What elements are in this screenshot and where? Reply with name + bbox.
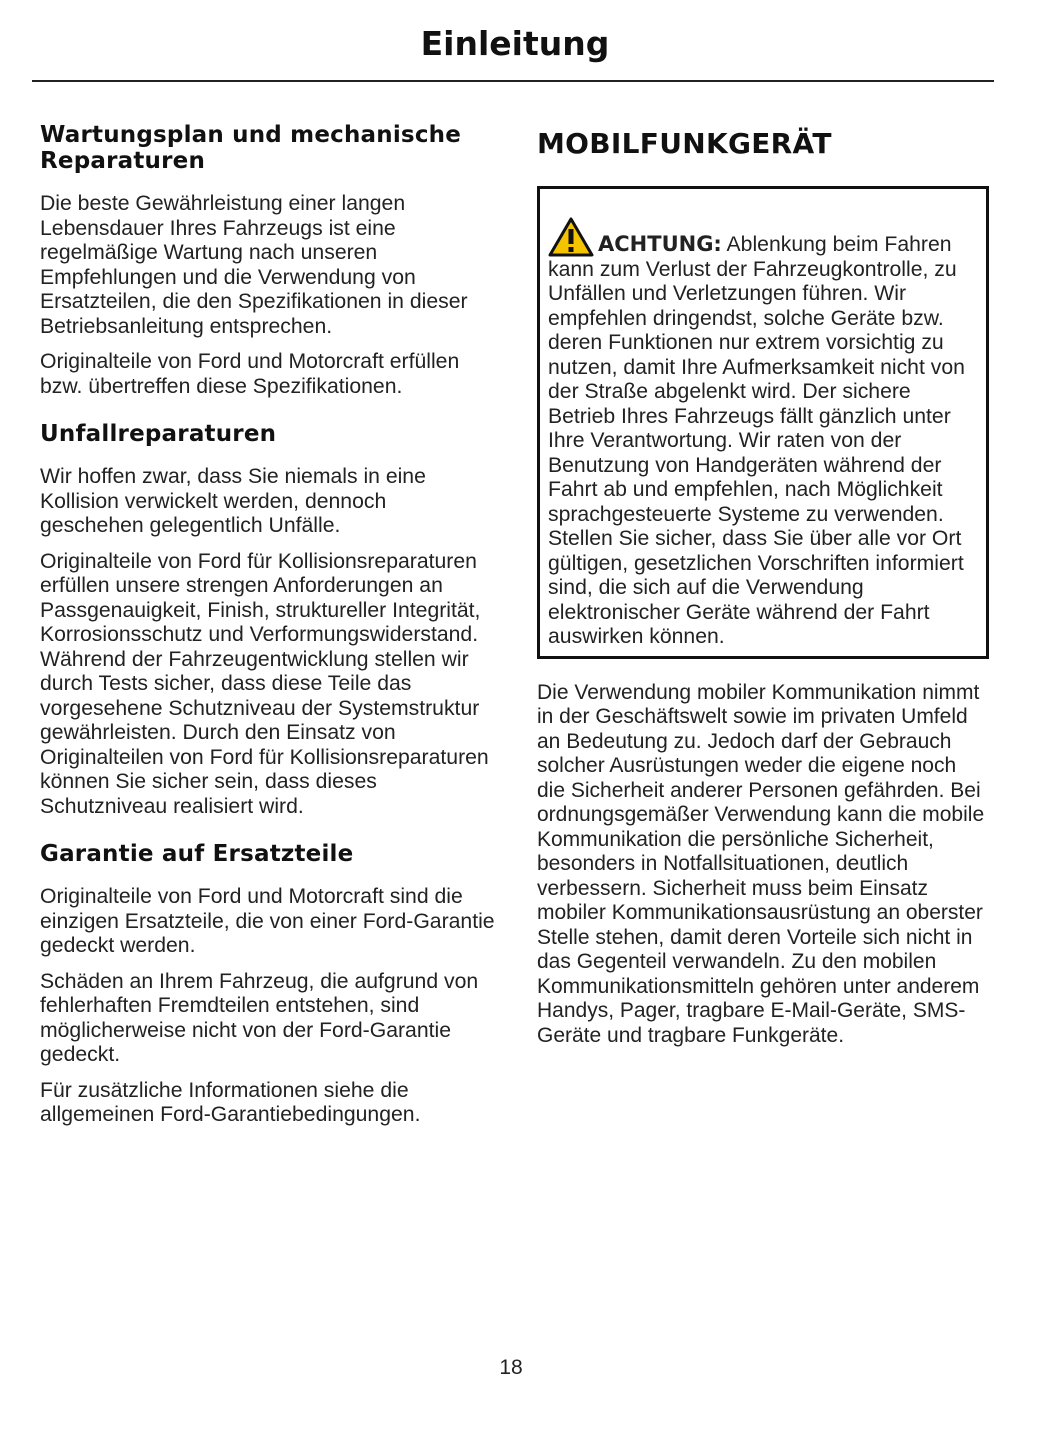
paragraph: Schäden an Ihrem Fahrzeug, die aufgrund von fehlerhaften Fremdteilen entstehen, sind möglicherweise nicht von der Ford-Garantie gedeckt. (40, 969, 479, 1066)
paragraph: Originalteile von Ford und Motorcraft sind die einzigen Ersatzteile, die von einer Ford-Garantie gedeckt werden. (40, 885, 495, 957)
paragraph: Originalteile von Ford und Motorcraft erfüllen bzw. übertreffen diese Spezifikationen. (40, 350, 460, 398)
right-column (537, 122, 987, 1059)
title-divider (32, 80, 994, 82)
section-heading-accident-repairs: Unfallreparaturen (40, 421, 277, 447)
warning-text (548, 217, 978, 650)
section-heading-mobile-device: MOBILFUNKGERÄT (537, 127, 832, 160)
left-column (40, 122, 495, 1139)
section-heading-maintenance: Wartungsplan und mechanische Reparaturen (40, 122, 462, 174)
paragraph: Originalteile von Ford für Kollisionsreparaturen erfüllen unsere strengen Anforderungen an Passgenauigkeit, Finish, struktureller Integrität, Korrosionsschutz und Verformungswiderstand. Während der Fahrzeugentwicklung stellen wir durch Tests sicher, dass diese Teile das vorgesehene Schutzniveau der Systemstruktur gewährleisten. Durch den Einsatz von Originalteilen von Ford für Kollisionsreparaturen können Sie sicher sein, dass dieses Schutzniveau realisiert wird. (40, 549, 489, 818)
section-heading-parts-warranty: Garantie auf Ersatzteile (40, 841, 354, 867)
warning-label: ACHTUNG: (598, 232, 722, 256)
warning-box (537, 186, 989, 659)
warning-triangle-icon (548, 217, 594, 257)
paragraph: Wir hoffen zwar, dass Sie niemals in eine Kollision verwickelt werden, dennoch geschehen gelegentlich Unfälle. (40, 465, 426, 537)
paragraph: Für zusätzliche Informationen siehe die allgemeinen Ford-Garantiebedingungen. (40, 1078, 421, 1126)
paragraph: Die beste Gewährleistung einer langen Lebensdauer Ihres Fahrzeugs ist eine regelmäßige Wartung nach unseren Empfehlungen und die Verwendung von Ersatzteilen, die den Spezifikationen in dieser Betriebsanleitung entsprechen. (40, 192, 468, 338)
warning-body: Ablenkung beim Fahren kann zum Verlust der Fahrzeugkontrolle, zu Unfällen und Verletzungen führen. Wir empfehlen dringendst, solche Geräte bzw. deren Funktionen nur extrem vorsichtig zu nutzen, damit Ihre Aufmerksamkeit nicht von der Straße abgelenkt wird. Der sichere Betrieb Ihres Fahrzeugs fällt gänzlich unter Ihre Verantwortung. Wir raten von der Benutzung von Handgeräten während der Fahrt ab und empfehlen, nach Möglichkeit sprachgesteuerte Systeme zu verwenden. Stellen Sie sicher, dass Sie über alle vor Ort gültigen, gesetzlichen Vorschriften informiert sind, die sich auf die Verwendung elektronischer Geräte während der Fahrt auswirken können. (548, 233, 965, 648)
paragraph: Die Verwendung mobiler Kommunikation nimmt in der Geschäftswelt sowie im privaten Umfeld an Bedeutung zu. Jedoch darf der Gebrauch solcher Ausrüstungen weder die eigene noch die Sicherheit anderer Personen gefährden. Bei ordnungsgemäßer Verwendung kann die mobile Kommunikation die persönliche Sicherheit, besonders in Notfallsituationen, deutlich verbessern. Sicherheit muss beim Einsatz mobiler Kommunikationsausrüstung an oberster Stelle stehen, damit deren Vorteile sich nicht in das Gegenteil verwandeln. Zu den mobilen Kommunikationsmitteln gehören unter anderem Handys, Pager, tragbare E-Mail-Geräte, SMS-Geräte und tragbare Funkgeräte. (537, 680, 985, 1047)
page-number: 18 (499, 1356, 523, 1379)
page-title: Einleitung (420, 24, 610, 63)
